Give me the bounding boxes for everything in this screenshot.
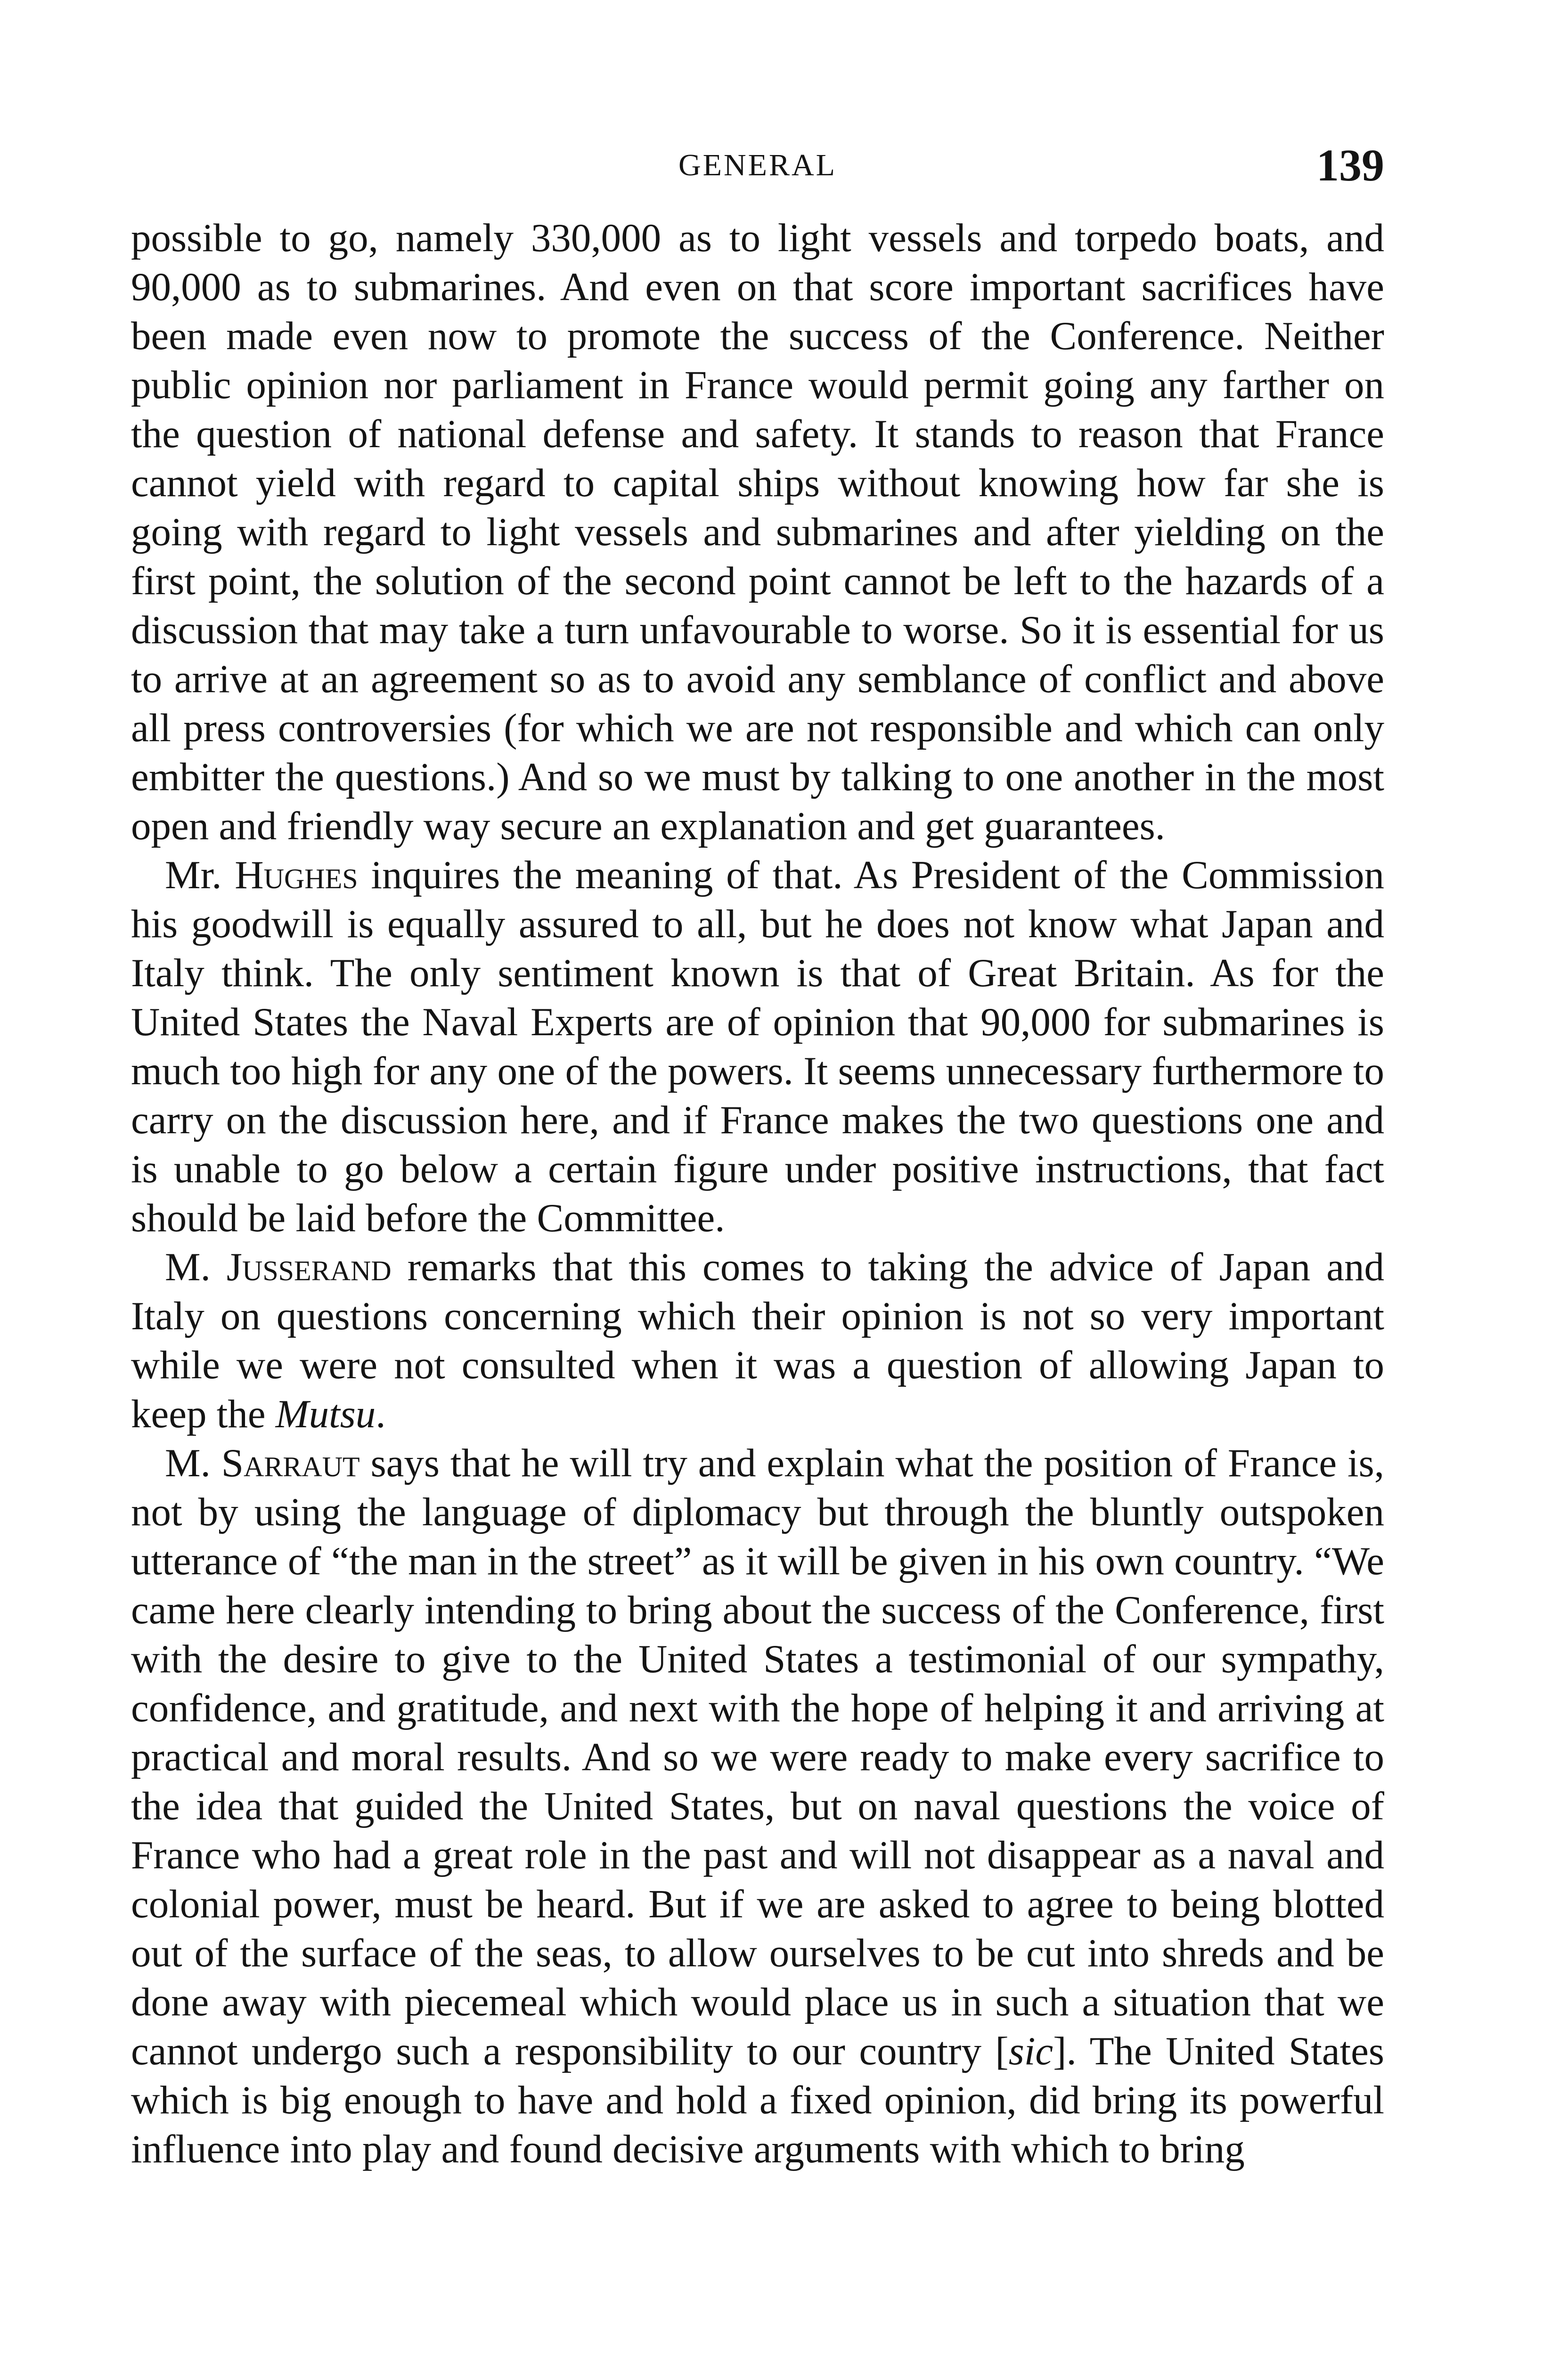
paragraph-continuation <box>131 213 1384 851</box>
paragraph-hughes <box>131 851 1384 1243</box>
paragraph-text: possible to go, namely 330,000 as to light vessels and torpedo boats, and 90,000 as to submarines. And even on that score important sacrifices have been made even now to promote the success of the Conference. Neither public opinion nor parliament in France would permit going any farther on the question of national defense and safety. It stands to reason that France cannot yield with regard to capital ships without knowing how far she is going with regard to light vessels and submarines and after yielding on the first point, the solution of the second point cannot be left to the hazards of a discussion that may take a turn unfavourable to worse. So it is essential for us to arrive at an agreement so as to avoid any semblance of conflict and above all press controversies (for which we are not responsible and which can only embitter the questions.) And so we must by talking to one another in the most open and friendly way secure an explanation and get guarantees. <box>131 216 1384 848</box>
paragraph-text: inquires the meaning of that. As President of the Commission his goodwill is equally assured to all, but he does not know what Japan and Italy think. The only sentiment known is that of Great Britain. As for the United States the Naval Experts are of opinion that 90,000 for submarines is much too high for any one of the powers. It seems unnecessary furthermore to carry on the discussion here, and if France makes the two questions one and is unable to go below a certain figure under positive instructions, that fact should be laid before the Committee. <box>131 853 1384 1240</box>
paragraph-suffix: ]. The United States which is big enough to have and hold a fixed opinion, did bring its powerful influence into play and found decisive arguments with which to bring <box>131 2029 1384 2171</box>
paragraph-suffix: . <box>376 1392 386 1436</box>
page-header <box>131 139 1384 191</box>
speaker-prefix: M. <box>165 1441 221 1485</box>
paragraph-text: says that he will try and explain what the position of France is, not by using the language of diplomacy but through the bluntly outspoken utterance of “the man in the street” as it will be given in his own country. “We came here clearly intending to bring about the success of the Conference, first with the desire to give to the United States a testimonial of our sympathy, confidence, and gratitude, and next with the hope of helping it and arriving at practical and moral results. And so we were ready to make every sacrifice to the idea that guided the United States, but on naval questions the voice of France who had a great role in the past and will not disappear as a naval and colonial power, must be heard. But if we are asked to agree to being blotted out of the surface of the seas, to allow ourselves to be cut into shreds and be done away with piecemeal which would place us in such a situation that we cannot undergo such a responsibility to our country [ <box>131 1441 1384 2073</box>
paragraph-text: remarks that this comes to taking the advice of Japan and Italy on questions concerning which their opinion is not so very important while we were not consulted when it was a question of allowing Japan to keep the <box>131 1245 1384 1436</box>
speaker-prefix: Mr. <box>165 853 235 897</box>
speaker-prefix: M. <box>165 1245 227 1289</box>
paragraph-sarraut <box>131 1439 1384 2174</box>
ship-name: Mutsu <box>275 1392 376 1436</box>
speaker-name: Jusserand <box>226 1245 392 1289</box>
body-text <box>131 213 1384 2174</box>
page-number: 139 <box>1316 140 1384 190</box>
sic-note: sic <box>1008 2029 1054 2073</box>
running-head: GENERAL <box>678 148 837 182</box>
speaker-name: Hughes <box>235 853 358 897</box>
paragraph-jusserand <box>131 1243 1384 1439</box>
speaker-name: Sarraut <box>221 1441 360 1485</box>
